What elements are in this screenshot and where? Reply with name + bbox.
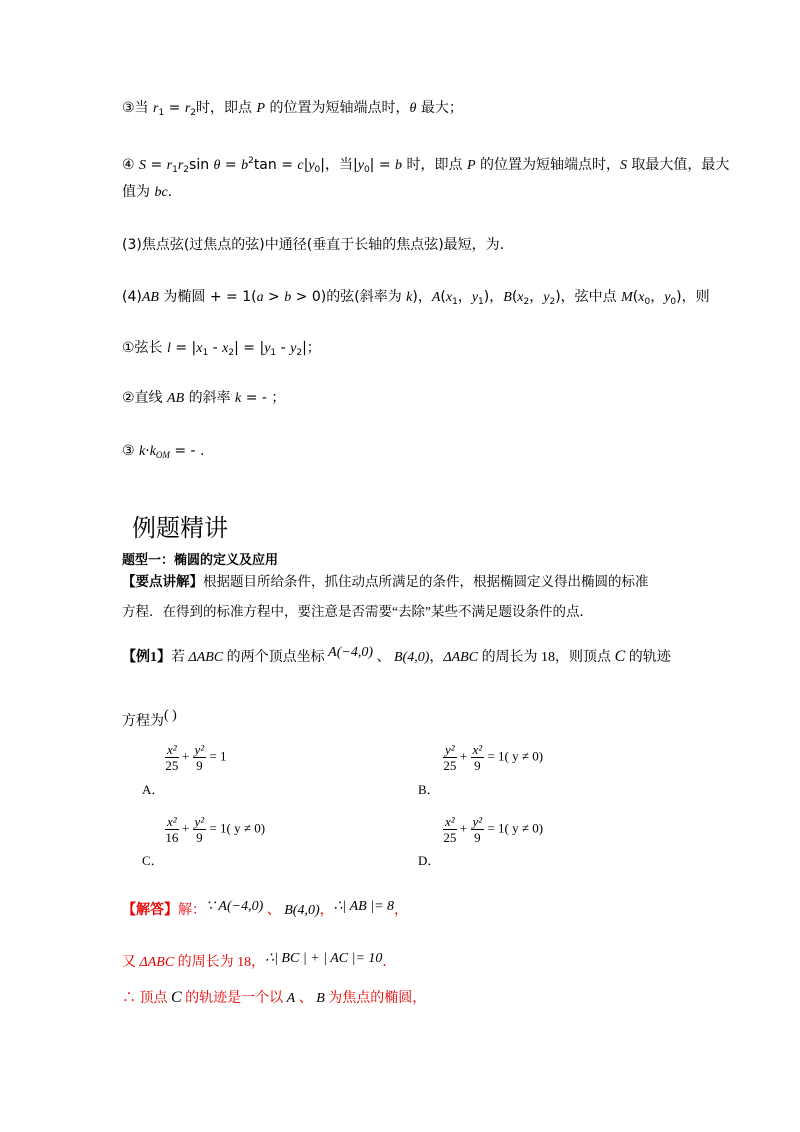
- property-line-4: ④ $S = r_1r_2\sin$ $\theta = b^2\tan = c|y_0|$，当$|y_0| = b$ 时，即点 P 的位置为短轴端点时，S 取最大值，最大: [122, 156, 730, 175]
- option-a-label[interactable]: A．: [142, 782, 165, 797]
- option-d-label[interactable]: D．: [418, 853, 441, 868]
- tip-line-1: 【要点讲解】根据题目所给条件，抓住动点所满足的条件，根据椭圆定义得出椭圆的标准: [122, 574, 649, 589]
- chord-line: (4)AB 为椭圆 + = 1(a > b > 0)的弦(斜率为 k)，$A(x_1$，$y_1$)，$B(x_2$，$y_2$)，弦中点 $M(x_0$，$y_0$)，则: [122, 289, 710, 307]
- focal-chord-line: (3)焦点弦(过焦点的弦)中通径(垂直于长轴的焦点弦)最短，为.: [122, 237, 505, 253]
- option-a-formula: $\frac{\text{x²}}{25}$ + $\frac{\text{y²}}{9}$ = 1: [165, 742, 227, 773]
- example-line-2: 方程为( ): [122, 708, 177, 729]
- option-c-formula: $\frac{\text{x²}}{16}$ + $\frac{\text{y²}}{9}$ = 1( y ≠ 0): [165, 814, 266, 845]
- slope-product-line: ③ $k\cdot k_{OM}$ = - .: [122, 443, 205, 460]
- property-line-4-cont: 值为 bc.: [122, 184, 173, 200]
- chord-length-line: ①弦长 $l = |x_1 - x_2| = |y_1 - y_2|$；: [122, 340, 321, 358]
- solution-line-1: 【解答】解：∵ A(−4,0) 、 B(4,0)，∴| AB |= 8，: [122, 899, 409, 918]
- tip-line-2: 方程．在得到的标准方程中，要注意是否需要“去除”某些不满足题设条件的点．: [122, 604, 593, 619]
- type-heading: 题型一：椭圆的定义及应用: [122, 553, 279, 568]
- solution-line-3: ∴ 顶点 C 的轨迹是一个以 A 、 B 为焦点的椭圆，: [122, 989, 427, 1006]
- option-c-label[interactable]: C．: [142, 853, 164, 868]
- option-b-formula: $\frac{\text{y²}}{25}$ + $\frac{\text{x²}}{9}$ = 1( y ≠ 0): [443, 742, 544, 773]
- option-d-formula: $\frac{\text{x²}}{25}$ + $\frac{\text{y²}}{9}$ = 1( y ≠ 0): [443, 814, 544, 845]
- option-b-label[interactable]: B．: [418, 782, 440, 797]
- example-line-1: 【例1】若 ΔABC 的两个顶点坐标 A(−4,0) 、 B(4,0)，ΔABC 的周长为 18，则顶点 C 的轨迹: [122, 645, 671, 665]
- slope-line: ②直线 AB 的斜率 k = - ；: [122, 390, 286, 406]
- solution-line-2: 又 ΔABC 的周长为 18，∴| BC | + | AC |= 10．: [122, 951, 397, 970]
- section-title: 例题精讲: [132, 514, 228, 542]
- property-line-3: ③当 $r_1 = r_2$时，即点 P 的位置为短轴端点时，θ 最大；: [122, 100, 463, 118]
